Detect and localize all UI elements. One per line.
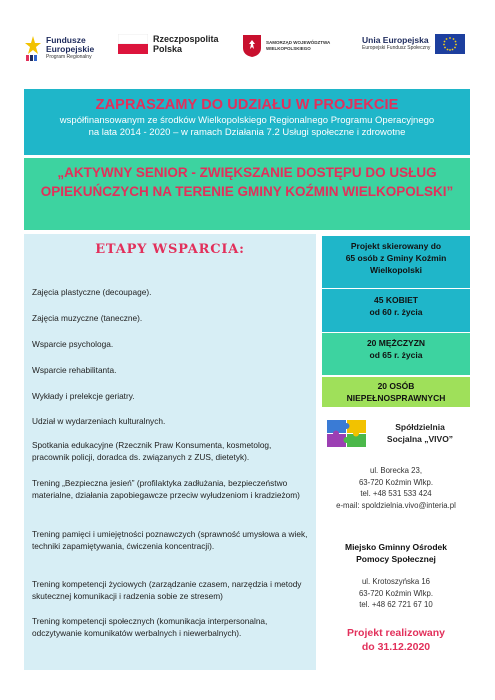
etapy-heading: ETAPY WSPARCIA: — [95, 242, 245, 257]
invitation-banner — [24, 89, 470, 155]
sw-line1: SAMORZĄD WOJEWÓDZTWA — [266, 40, 331, 45]
osob-line1: 20 OSÓB — [377, 381, 415, 391]
mgops-line2: Pomocy Społecznej — [356, 554, 436, 564]
rp-line1: Rzeczpospolita — [153, 34, 219, 44]
projekt-skierowany-box — [322, 236, 470, 288]
eu-flag-icon — [435, 34, 465, 54]
list-item: Wykłady i prelekcje geriatry. — [32, 391, 135, 401]
kobiet-line2: od 60 r. życia — [369, 307, 423, 317]
project-title: „AKTYWNY SENIOR - ZWIĘKSZANIE DOSTĘPU DO USŁUG OPIEKUŃCZYCH NA TERENIE GMINY KOŹMIN WIELKOPOLSKI” — [40, 165, 454, 199]
mgops-line1: Miejsko Gminny Ośrodek — [344, 542, 448, 552]
realiz-line1: Projekt realizowany — [346, 627, 446, 639]
vivo-line2: Socjalna „VIVO” — [386, 434, 454, 444]
mezczyzn-line1: 20 MĘŻCZYZN — [366, 338, 426, 348]
list-item: Trening pamięci i umiejętności poznawczych (sprawność umysłowa a wiek, techniki zapamiętywania, ćwiczenia koncentracji). — [32, 529, 308, 551]
mgops-addr1: ul. Krotoszyńska 16 — [361, 577, 431, 586]
mezczyzn-line2: od 65 r. życia — [369, 350, 423, 360]
etapy-wsparcia-panel — [24, 234, 316, 670]
realiz-line2: do 31.12.2020 — [361, 641, 431, 653]
unia-europejska-logo — [362, 34, 465, 54]
mgops-addr2: 63-720 Koźmin Wlkp. — [358, 588, 434, 598]
kobiet-line1: 45 KOBIET — [374, 295, 418, 305]
ue-line1: Unia Europejska — [362, 35, 429, 45]
mezczyzn-box — [322, 333, 470, 375]
fe-line2: Europejskie — [46, 43, 95, 54]
list-item: Trening kompetencji społecznych (komunikacja interpersonalna, odczytywanie komunikatów werbalnych i niewerbalnych). — [32, 616, 268, 638]
list-item: Zajęcia plastyczne (decoupage). — [32, 287, 152, 297]
vivo-addr3: tel. +48 531 533 424 — [360, 489, 432, 498]
rp-line2: Polska — [153, 44, 183, 54]
list-item: Trening „Bezpieczna jesień” (profilaktyka zadłużania, bezpieczeństwo materialne, działania zapobiegawcze przeciw wyłudzeniom i kradzieżom) — [32, 478, 300, 500]
vivo-puzzle-logo-icon — [326, 418, 368, 450]
fe-sub: Program Regionalny — [46, 53, 92, 60]
logo-bar — [0, 34, 495, 74]
invitation-line2: na lata 2014 - 2020 – w ramach Działania 7.2 Usługi społeczne i zdrowotne — [88, 127, 406, 138]
polish-flag-icon — [118, 34, 148, 54]
osob-line2: NIEPEŁNOSPRAWNYCH — [346, 393, 446, 403]
list-item: Udział w wydarzeniach kulturalnych. — [32, 416, 166, 426]
projekt-line1: Projekt skierowany do — [350, 241, 442, 251]
list-item: Wsparcie rehabilitanta. — [32, 365, 117, 375]
vivo-addr4: e-mail: spoldzielnia.vivo@interia.pl — [336, 500, 456, 510]
list-item: Zajęcia muzyczne (taneczne). — [32, 313, 143, 323]
ue-sub: Europejski Fundusz Społeczny — [362, 45, 431, 51]
mgops-addr3: tel. +48 62 721 67 10 — [359, 600, 433, 609]
mgops-address — [322, 576, 470, 611]
projekt-line2: 65 osób z Gminy Koźmin — [345, 253, 447, 263]
invitation-line1: współfinansowanym ze środków Wielkopolskiego Regionalnego Programu Operacyjnego — [59, 115, 435, 126]
fundusze-europejskie-logo — [24, 34, 94, 62]
invitation-heading: ZAPRASZAMY DO UDZIAŁU W PROJEKCIE — [95, 97, 399, 113]
kobiet-box — [322, 289, 470, 332]
projekt-line3: Wielkopolski — [370, 265, 422, 275]
fe-star-icon — [24, 34, 42, 62]
eagle-crest-icon — [242, 34, 262, 58]
vivo-line1: Spółdzielnia — [395, 422, 445, 432]
niepelnosprawnych-box — [322, 377, 470, 407]
fe-line1: Fundusze — [46, 34, 86, 45]
samorzad-logo — [242, 34, 330, 58]
vivo-addr1: ul. Borecka 23, — [369, 466, 422, 475]
list-item: Trening kompetencji życiowych (zarządzanie czasem, narzędzia i metody skutecznej komunikacji i radzenia sobie ze stresem) — [32, 579, 302, 601]
list-item: Spotkania edukacyjne (Rzecznik Praw Konsumenta, kosmetolog, pracownik policji, doradca ds. związanych z ZUS, dietetyk). — [32, 440, 272, 462]
sw-line2: WIELKOPOLSKIEGO — [266, 46, 311, 51]
list-item: Wsparcie psychologa. — [32, 339, 114, 349]
rzeczpospolita-logo — [118, 34, 219, 54]
vivo-addr2: 63-720 Koźmin Wlkp. — [358, 477, 434, 487]
realization-date — [322, 626, 470, 654]
vivo-name — [372, 421, 468, 445]
vivo-address — [322, 465, 470, 511]
project-title-banner — [24, 158, 470, 230]
